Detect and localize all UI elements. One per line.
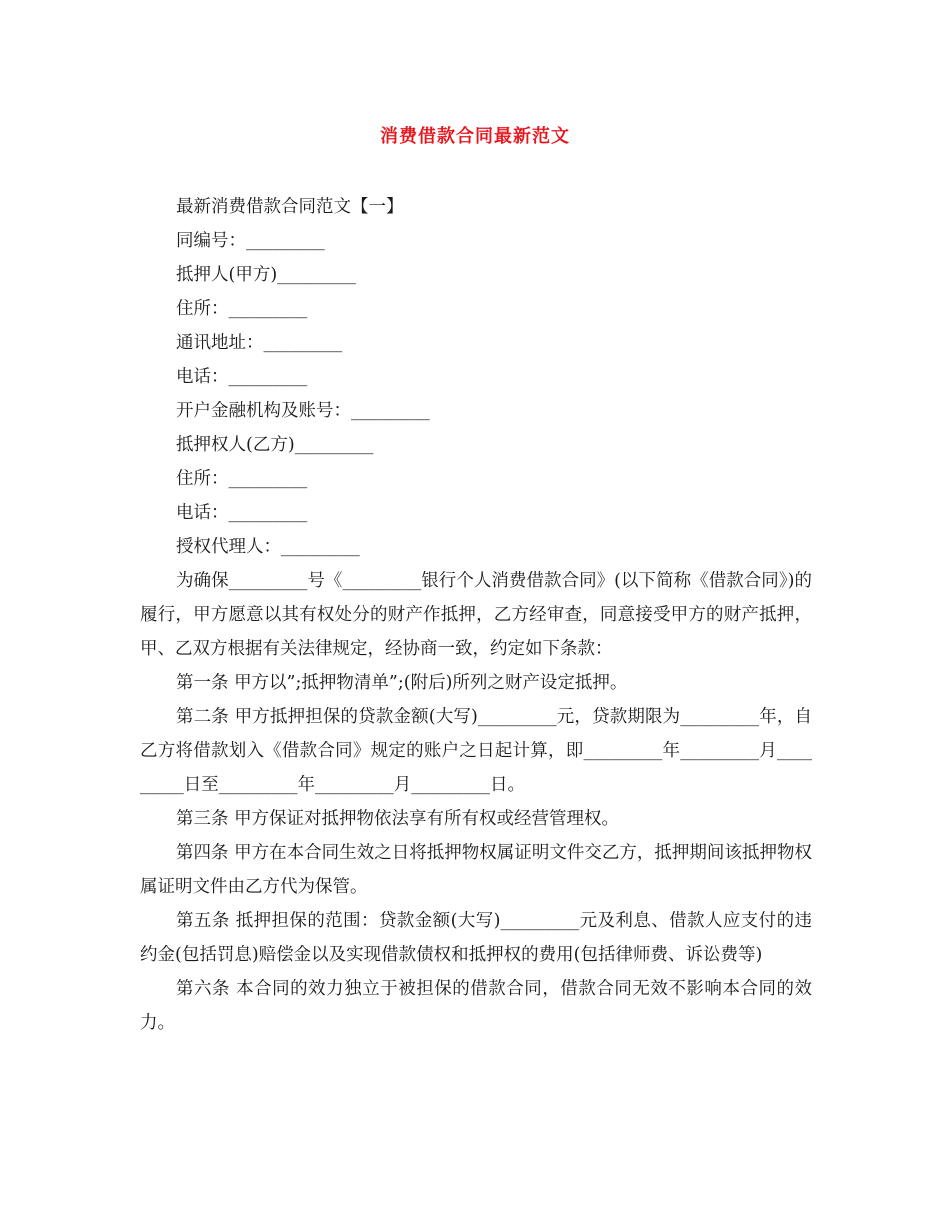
mortgagee-phone-line: 电话：_________ <box>176 503 308 523</box>
mortgagee-address-line: 住所：_________ <box>176 469 308 489</box>
document-body <box>140 190 812 1040</box>
article-3-paragraph: 第三条 甲方保证对抵押物依法享有所有权或经营管理权。 <box>176 809 620 829</box>
section-heading: 最新消费借款合同范文【一】 <box>176 197 404 217</box>
mailing-address-line: 通讯地址：_________ <box>176 333 343 353</box>
article-4-paragraph: 第四条 甲方在本合同生效之日将抵押物权属证明文件交乙方，抵押期间该抵押物权属证明文件由乙方代为保管。 <box>140 843 812 897</box>
article-1-paragraph: 第一条 甲方以”;抵押物清单”;(附后)所列之财产设定抵押。 <box>176 673 628 693</box>
bank-account-line: 开户金融机构及账号：_________ <box>176 401 430 421</box>
article-6-paragraph: 第六条 本合同的效力独立于被担保的借款合同，借款合同无效不影响本合同的效力。 <box>140 979 812 1033</box>
mortgagor-address-line: 住所：_________ <box>176 299 308 319</box>
mortgagor-line: 抵押人(甲方)_________ <box>176 265 356 285</box>
authorized-agent-line: 授权代理人：_________ <box>176 537 360 557</box>
document-title: 消费借款合同最新范文 <box>380 126 570 147</box>
article-2-paragraph: 第二条 甲方抵押担保的贷款金额(大写)_________元，贷款期限为_________年，自乙方将借款划入《借款合同》规定的账户之日起计算，即_________年_________月_________日至_________年_________月_________日。 <box>140 707 812 795</box>
article-5-paragraph: 第五条 抵押担保的范围：贷款金额(大写)_________元及利息、借款人应支付的违约金(包括罚息)赔偿金以及实现借款债权和抵押权的费用(包括律师费、诉讼费等) <box>140 911 812 965</box>
contract-number-line: 同编号：_________ <box>176 231 325 251</box>
preamble-paragraph: 为确保_________号《_________银行个人消费借款合同》(以下简称《借款合同》)的履行，甲方愿意以其有权处分的财产作抵押，乙方经审查，同意接受甲方的财产抵押，甲、乙双方根据有关法律规定，经协商一致，约定如下条款： <box>140 571 812 659</box>
mortgagee-line: 抵押权人(乙方)_________ <box>176 435 374 455</box>
mortgagor-phone-line: 电话：_________ <box>176 367 308 387</box>
